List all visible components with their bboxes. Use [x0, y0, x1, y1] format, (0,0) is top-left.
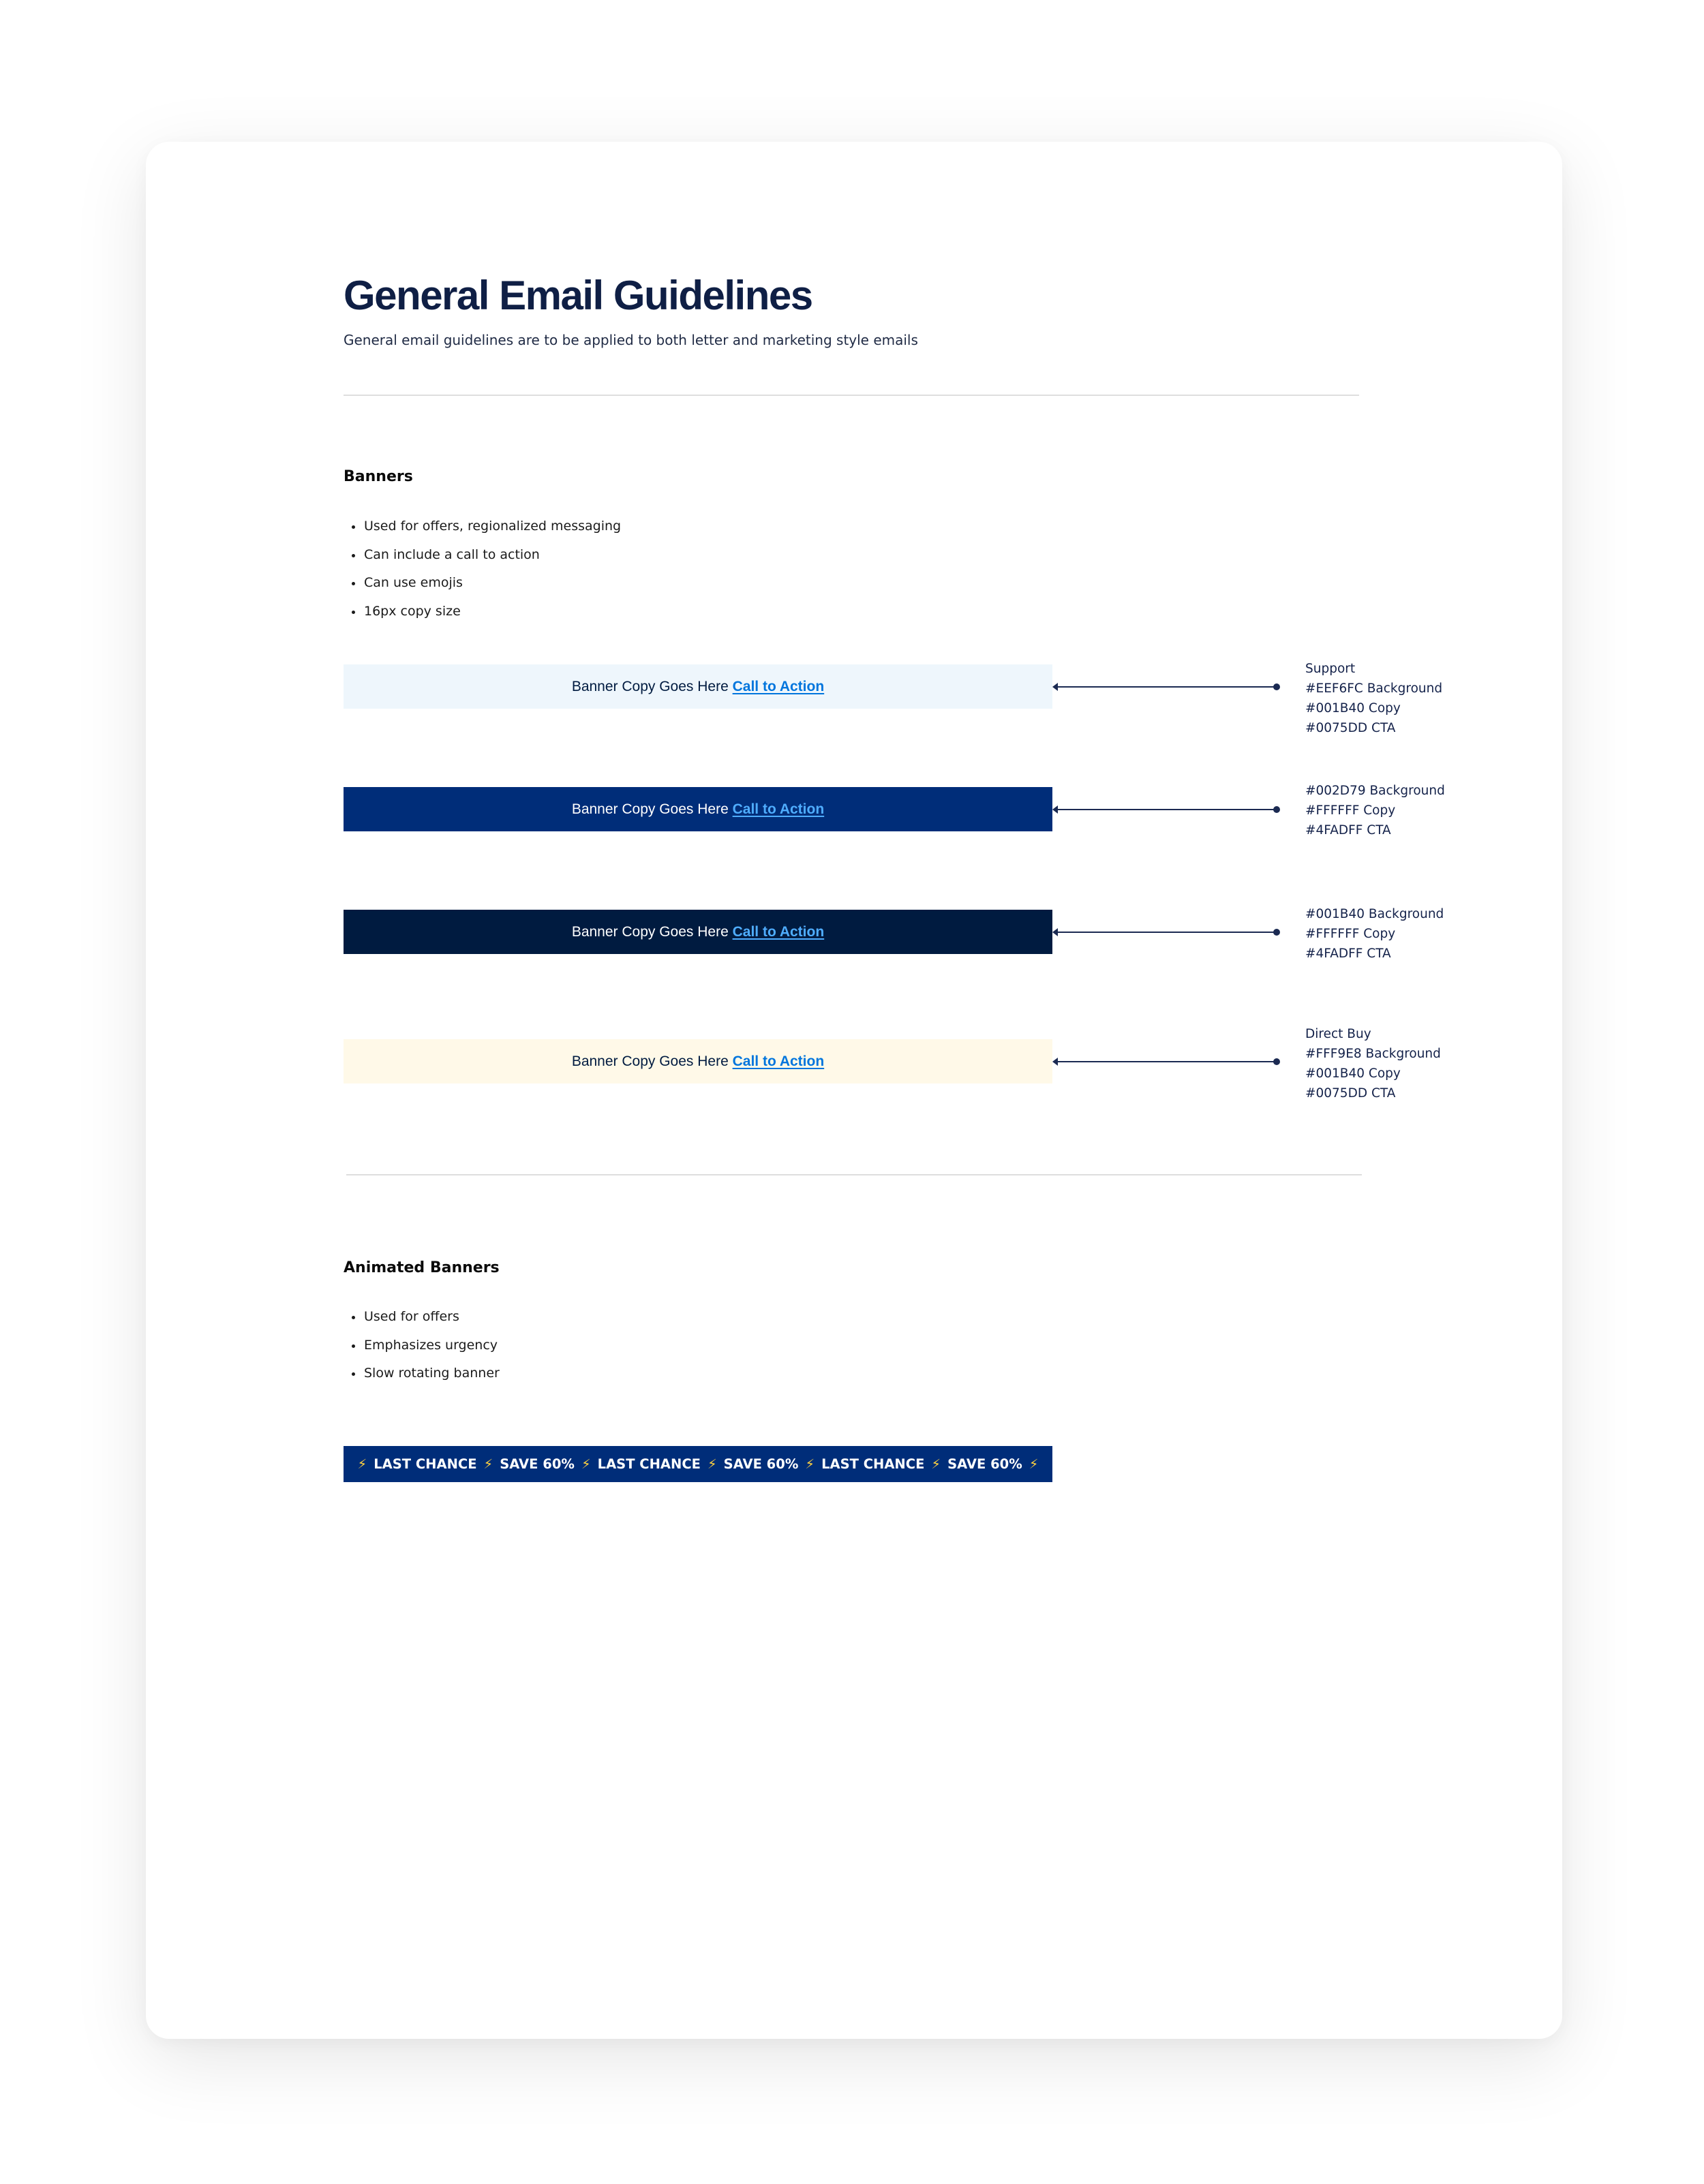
- ticker-phrase: LAST CHANCE: [374, 1456, 477, 1472]
- call-to-action-link[interactable]: Call to Action: [732, 801, 825, 817]
- banner-copy: Banner Copy Goes Here: [571, 678, 733, 694]
- call-to-action-link[interactable]: Call to Action: [732, 923, 825, 940]
- banner-annotation-blue: [1305, 781, 1445, 840]
- annotation-connector: [1054, 809, 1277, 810]
- animated-bullet-list: [344, 1303, 500, 1388]
- annotation-background-color: #002D79 Background: [1305, 784, 1445, 798]
- ticker-phrase: SAVE 60%: [947, 1456, 1022, 1472]
- arrowhead-icon: [1052, 805, 1058, 814]
- banners-heading: Banners: [344, 468, 413, 485]
- annotation-label: Support: [1305, 662, 1356, 676]
- section-divider: [344, 395, 1359, 396]
- annotation-background-color: #EEF6FC Background: [1305, 681, 1443, 696]
- annotation-cta-color: #4FADFF CTA: [1305, 823, 1391, 837]
- annotation-connector: [1054, 686, 1277, 688]
- section-divider: [346, 1174, 1362, 1175]
- arrowhead-icon: [1052, 928, 1058, 936]
- lightning-bolt-icon: ⚡: [483, 1456, 493, 1472]
- list-item: Can include a call to action: [344, 541, 621, 570]
- list-item: Slow rotating banner: [344, 1359, 500, 1388]
- connector-dot: [1273, 683, 1280, 690]
- annotation-connector: [1054, 1061, 1277, 1062]
- animated-ticker-banner: [344, 1446, 1052, 1482]
- annotation-copy-color: #001B40 Copy: [1305, 701, 1401, 716]
- annotation-background-color: #FFF9E8 Background: [1305, 1047, 1441, 1061]
- call-to-action-link[interactable]: Call to Action: [732, 1053, 825, 1069]
- ticker-phrase: SAVE 60%: [500, 1456, 575, 1472]
- page-subtitle: General email guidelines are to be applied to both letter and marketing style emails: [344, 332, 918, 348]
- banner-example-blue: [344, 787, 1052, 831]
- annotation-copy-color: #FFFFFF Copy: [1305, 803, 1396, 818]
- banner-copy: Banner Copy Goes Here: [571, 923, 733, 940]
- list-item: Used for offers: [344, 1303, 500, 1332]
- connector-dot: [1273, 1058, 1280, 1065]
- list-item: Used for offers, regionalized messaging: [344, 512, 621, 541]
- lightning-bolt-icon: ⚡: [357, 1456, 367, 1472]
- banner-annotation-direct-buy: [1305, 1024, 1441, 1103]
- arrowhead-icon: [1052, 683, 1058, 691]
- banners-bullet-list: [344, 512, 621, 626]
- annotation-cta-color: #4FADFF CTA: [1305, 947, 1391, 961]
- lightning-bolt-icon: ⚡: [581, 1456, 591, 1472]
- list-item: Can use emojis: [344, 569, 621, 598]
- banner-copy: Banner Copy Goes Here: [571, 1053, 733, 1069]
- annotation-cta-color: #0075DD CTA: [1305, 721, 1396, 735]
- banner-annotation-navy: [1305, 904, 1444, 964]
- ticker-phrase: LAST CHANCE: [597, 1456, 701, 1472]
- list-item: Emphasizes urgency: [344, 1332, 500, 1360]
- lightning-bolt-icon: ⚡: [707, 1456, 717, 1472]
- banner-example-support: [344, 664, 1052, 709]
- annotation-label: Direct Buy: [1305, 1027, 1371, 1041]
- annotation-copy-color: #FFFFFF Copy: [1305, 927, 1396, 941]
- ticker-phrase: LAST CHANCE: [821, 1456, 925, 1472]
- lightning-bolt-icon: ⚡: [1029, 1456, 1039, 1472]
- list-item: 16px copy size: [344, 598, 621, 626]
- animated-banners-heading: Animated Banners: [344, 1259, 500, 1276]
- connector-dot: [1273, 929, 1280, 936]
- ticker-phrase: SAVE 60%: [723, 1456, 799, 1472]
- call-to-action-link[interactable]: Call to Action: [732, 678, 825, 694]
- connector-line: [1054, 686, 1277, 688]
- banner-example-navy: [344, 910, 1052, 954]
- banner-annotation-support: [1305, 659, 1442, 738]
- annotation-connector: [1054, 932, 1277, 933]
- annotation-cta-color: #0075DD CTA: [1305, 1086, 1396, 1101]
- annotation-background-color: #001B40 Background: [1305, 907, 1444, 921]
- lightning-bolt-icon: ⚡: [931, 1456, 941, 1472]
- page-title: General Email Guidelines: [344, 273, 812, 318]
- connector-line: [1054, 1061, 1277, 1062]
- arrowhead-icon: [1052, 1058, 1058, 1066]
- banner-example-direct-buy: [344, 1039, 1052, 1083]
- connector-dot: [1273, 806, 1280, 813]
- banner-copy: Banner Copy Goes Here: [571, 801, 733, 817]
- connector-line: [1054, 932, 1277, 933]
- lightning-bolt-icon: ⚡: [805, 1456, 815, 1472]
- connector-line: [1054, 809, 1277, 810]
- annotation-copy-color: #001B40 Copy: [1305, 1066, 1401, 1081]
